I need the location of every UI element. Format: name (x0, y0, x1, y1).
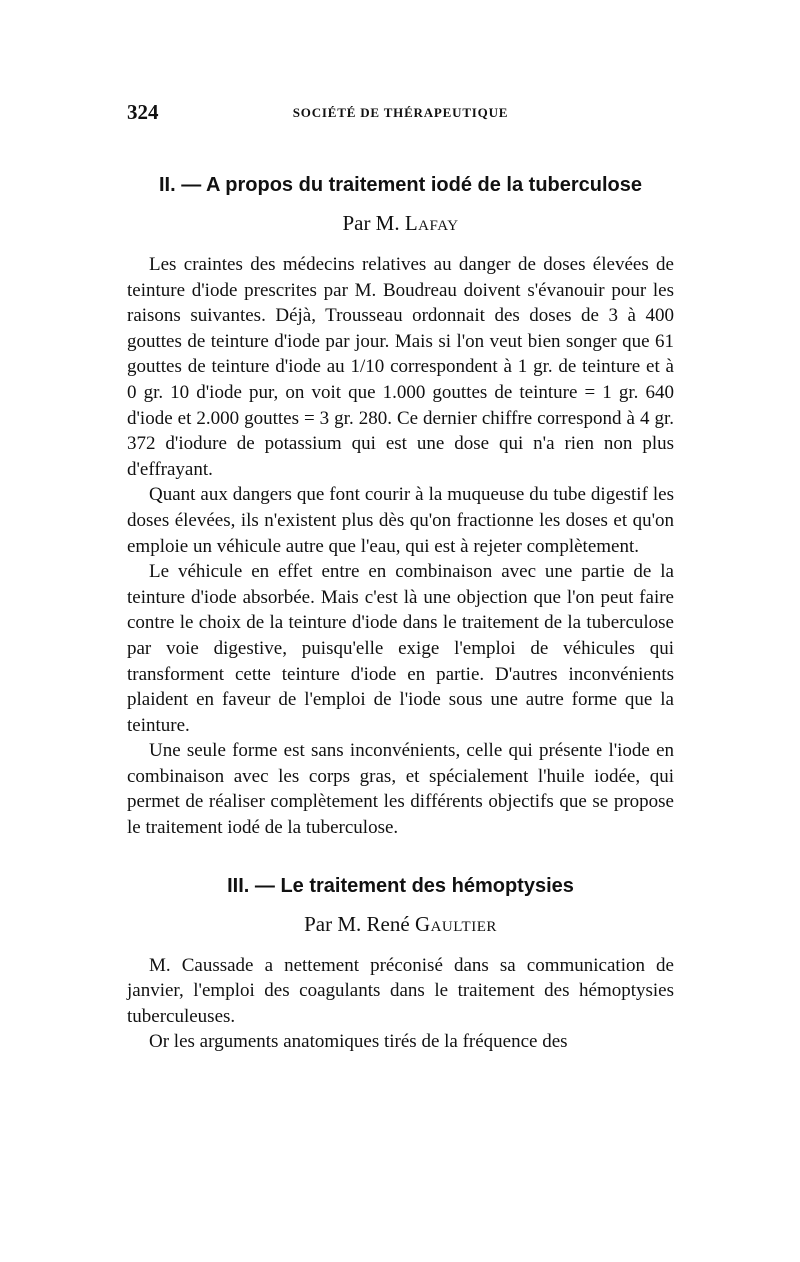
section-iodine-treatment (127, 170, 674, 841)
paragraph: Or les arguments anatomiques tirés de la fréquence des (149, 1031, 568, 1053)
byline-prefix: Par M. (342, 211, 400, 235)
author-name: Gaultier (414, 911, 497, 936)
section-heading: III. — Le traitement des hémoptysies (227, 874, 574, 897)
byline-prefix: Par M. René (304, 911, 410, 936)
journal-title: SOCIÉTÉ DE THÉRAPEUTIQUE (292, 105, 509, 120)
paragraph: Les craintes des médecins relatives au danger de doses élevées de teinture d'iode prescrites par M. Boudreau doivent s'évanouir pour les raisons suivantes. Déjà, Trousseau ordonnait des doses de 3 à 400 gouttes de teinture d'iode par jour. Mais si l'on veut bien songer que 61 gouttes de teinture d'iode au 1/10 correspondent à 1 gr. de teinture et à 0 gr. 10 d'iode pur, on voit que 1.000 gouttes de teinture = 1 gr. 640 d'iode et 2.000 gouttes = 3 gr. 280. Ce dernier chiffre correspond à 4 gr. 372 d'iodure de potassium qui est une dose qui n'a rien non plus d'effrayant. (127, 254, 674, 480)
author-byline (127, 909, 674, 939)
section-heading: II. — A propos du traitement iodé de la tuberculose (158, 174, 643, 196)
book-page (127, 100, 674, 1055)
paragraph: Quant aux dangers que font courir à la muqueuse du tube digestif les doses élevées, ils n'existent plus dès qu'on fractionne les doses et qu'on emploie un véhicule autre que l'eau, qui est à rejeter complètement. (127, 484, 674, 557)
page-number: 324 (127, 100, 159, 124)
author-name: Lafay (404, 211, 459, 235)
author-byline (127, 208, 674, 238)
paragraph: Le véhicule en effet entre en combinaison avec une partie de la teinture d'iode absorbée. Mais c'est là une objection que l'on peut faire contre le choix de la teinture d'iode dans le traitement de la tuberculose par voie digestive, puisqu'elle exige l'emploi de véhicules qui transforment cette teinture d'iode en partie. D'autres inconvénients plaident en faveur de l'emploi de l'iode sous une autre forme que la teinture. (127, 561, 674, 736)
running-head (127, 100, 674, 134)
section-hemoptysis-treatment (127, 871, 674, 1055)
paragraph: Une seule forme est sans inconvénients, celle qui présente l'iode en combinaison avec les corps gras, et spécialement l'huile iodée, qui permet de réaliser complètement les différents objectifs que se propose le traitement iodé de la tuberculose. (127, 740, 674, 839)
paragraph: M. Caussade a nettement préconisé dans sa communication de janvier, l'emploi des coagulants dans le traitement des hémoptysies tuberculeuses. (127, 954, 674, 1027)
